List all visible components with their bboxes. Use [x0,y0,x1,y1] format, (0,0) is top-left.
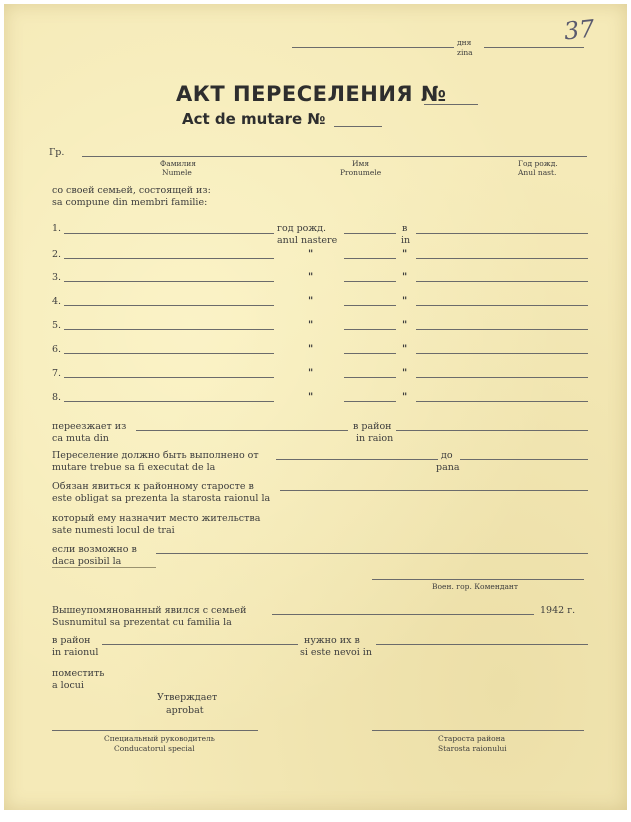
family-row-place-line [416,329,588,330]
family-row-place-line [416,377,588,378]
ditto-mark: " [402,272,408,283]
needed-ru: нужно их в [304,635,360,646]
family-row-name-line [64,281,274,282]
family-row-year-line [344,329,396,330]
title-number-line [424,104,478,105]
execution-from-line [276,459,438,460]
to-raion-ro: in raion [356,433,394,444]
place-ro: a locui [52,680,84,691]
execution-ro: mutare trebue sa fi executat de la [52,462,216,473]
report-line [280,490,588,491]
family-row-number: 7. [52,368,62,379]
residence-ro: sate numesti locul de trai [52,525,175,536]
appeared-line [272,614,534,615]
date-label-ro: zina [457,48,473,57]
appeared-ro: Susnumitul sa prezentat cu familia la [52,617,232,628]
possible-line-2 [52,567,156,568]
family-row-place-line [416,258,588,259]
ditto-mark: " [308,344,314,355]
until-ro: pana [436,462,460,473]
family-intro-ro: sa compune din membri familie: [52,197,208,208]
family-row-year-line [344,258,396,259]
raion-elder-ro: Starosta raionului [438,744,507,753]
needed-ro: si este nevoi in [300,647,372,658]
title-ro: Act de mutare № [182,110,326,128]
surname-label-ru: Фамилия [160,159,197,168]
execution-until-line [460,459,588,460]
family-row-number: 4. [52,296,62,307]
approved-ro: aprobat [166,705,204,716]
family-intro-ru: со своей семьей, состоящей из: [52,185,211,196]
surname-label-ro: Numele [162,168,192,177]
family-row-place-line [416,233,588,234]
execution-ru: Переселение должно быть выполнено от [52,450,259,461]
raion-elder-signature-line [372,730,584,731]
appeared-ru: Вышеупомянованный явился с семьей [52,605,247,616]
report-ru: Обязан явиться к районному старосте в [52,481,254,492]
name-label-ro: Pronumele [340,168,382,177]
needed-line [376,644,588,645]
special-head-signature-line [52,730,258,731]
family-row-name-line [64,258,274,259]
date-label-ru: дня [457,38,472,47]
moving-from-ru: переезжает из [52,421,127,432]
ditto-mark: " [402,392,408,403]
in-raion-ro: in raionul [52,647,99,658]
ditto-mark: " [308,296,314,307]
family-row-year-line [344,281,396,282]
family-row-name-line [64,233,274,234]
citizen-prefix: Гр. [49,147,65,158]
moving-from-ro: ca muta din [52,433,109,444]
possible-ro: daca posibil la [52,556,122,567]
family-row-name-line [64,353,274,354]
ditto-mark: " [402,296,408,307]
commandant-label: Воен. гор. Комендант [432,582,519,591]
ditto-mark: " [308,249,314,260]
family-row-year-line [344,377,396,378]
ditto-mark: " [308,320,314,331]
family-row-number: 8. [52,392,62,403]
possible-line [156,553,588,554]
birth-label-ru: Год рожд. [518,159,558,168]
raion-elder-ru: Староста района [438,734,506,743]
ditto-mark: " [402,320,408,331]
moving-from-line [136,430,348,431]
to-raion-ru: в район [353,421,392,432]
ditto-mark: " [402,368,408,379]
family-row-number: 6. [52,344,62,355]
family-row-year-line [344,353,396,354]
family-row-number: 2. [52,249,62,260]
approved-ru: Утверждает [157,692,218,703]
handwritten-page-number: 37 [562,14,596,46]
row-birth-label-ro: anul nastere [277,235,338,246]
to-raion-line [396,430,588,431]
ditto-mark: " [308,272,314,283]
family-row-place-line [416,401,588,402]
family-row-number: 3. [52,272,62,283]
family-row-place-line [416,305,588,306]
resettlement-form [4,4,627,810]
special-head-ro: Conducatorul special [114,744,195,753]
year-label: 1942 г. [540,605,576,616]
in-raion-line [102,644,298,645]
ditto-mark: " [308,392,314,403]
family-row-number: 1. [52,223,62,234]
residence-ru: который ему назначит место жительства [52,513,261,524]
title-ro-number-line [334,126,382,127]
special-head-ru: Специальный руководитель [104,734,215,743]
family-row-place-line [416,353,588,354]
birth-label-ro: Anul nast. [518,168,557,177]
family-row-name-line [64,329,274,330]
family-row-year-line [344,305,396,306]
row-birth-label-ru: год рожд. [277,223,326,234]
in-raion-ru: в район [52,635,91,646]
until-ru: до [441,450,453,461]
family-row-year-line [344,401,396,402]
report-ro: este obligat sa prezenta la starosta raionul la [52,493,271,504]
ditto-mark: " [402,249,408,260]
date-line-right [484,47,584,48]
row-in-label-ro: in [401,235,411,246]
family-row-name-line [64,377,274,378]
family-row-name-line [64,401,274,402]
family-row-place-line [416,281,588,282]
ditto-mark: " [308,368,314,379]
date-line-left [292,47,454,48]
row-in-label-ru: в [402,223,408,234]
citizen-line [82,156,587,157]
title-ru: АКТ ПЕРЕСЕЛЕНИЯ № [176,82,447,106]
commandant-signature-line [372,579,584,580]
family-row-number: 5. [52,320,62,331]
family-row-year-line [344,233,396,234]
place-ru: поместить [52,668,105,679]
possible-ru: если возможно в [52,544,137,555]
family-row-name-line [64,305,274,306]
ditto-mark: " [402,344,408,355]
name-label-ru: Имя [352,159,370,168]
